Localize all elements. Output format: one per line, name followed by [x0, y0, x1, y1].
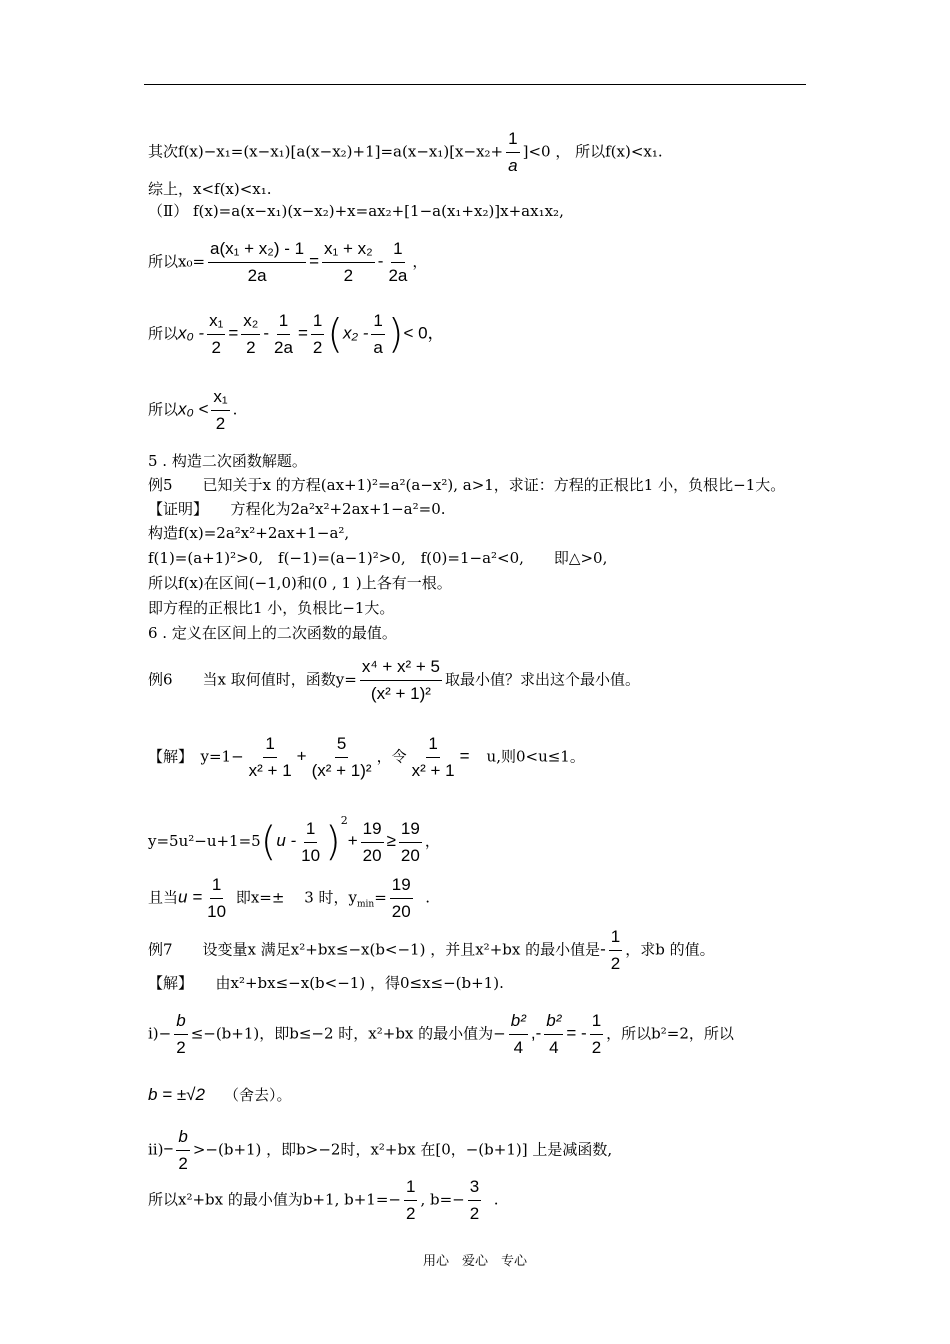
- fraction: [174, 1010, 187, 1059]
- fraction: [544, 1010, 563, 1059]
- math-text: < 0，: [403, 323, 445, 343]
- math-text: 1: [391, 238, 404, 263]
- line-21: [148, 1010, 734, 1059]
- math-text: 20: [362, 845, 382, 865]
- fraction: [386, 238, 409, 287]
- math-text: 1: [277, 310, 290, 335]
- math-text: 2: [340, 814, 348, 827]
- math-text: 2: [343, 266, 354, 285]
- math-text: -: [377, 251, 384, 271]
- math-text: ): [325, 819, 341, 865]
- fraction: [360, 656, 442, 705]
- fraction: [468, 1176, 481, 1225]
- math-text: 2: [469, 1204, 480, 1223]
- math-text: 10: [301, 845, 321, 865]
- math-text: 1: [304, 818, 317, 843]
- line-1: [148, 128, 663, 177]
- math-text: 1: [371, 310, 384, 335]
- line-17: [148, 812, 440, 867]
- math-text: b = ±√2: [148, 1085, 205, 1104]
- math-text: 1: [506, 128, 519, 153]
- math-text: ≤−(b+1)，即b≤−2 时，x²+bx 的最小值为−: [190, 1024, 506, 1043]
- math-text: 1: [609, 926, 622, 951]
- math-text: u -: [276, 831, 297, 850]
- math-text: 1: [426, 733, 439, 758]
- math-text: x₀ <: [178, 399, 209, 419]
- math-text: 取最小值？求出这个最小值。: [445, 670, 641, 689]
- math-text: x₁: [207, 310, 225, 335]
- math-text: x₁: [211, 386, 229, 411]
- math-text: b: [174, 1010, 187, 1035]
- math-text: y=5u²−u+1=5: [148, 832, 261, 850]
- line-19: [148, 926, 715, 975]
- line-18: [148, 874, 430, 923]
- math-text: 2: [591, 1038, 602, 1057]
- math-text: .: [425, 888, 431, 907]
- math-text: 5: [335, 733, 348, 758]
- line-16: [148, 733, 585, 782]
- fraction: [506, 128, 519, 177]
- math-text: 1: [210, 874, 223, 899]
- fraction: [361, 818, 384, 867]
- math-text: +: [347, 831, 358, 850]
- math-text: 且当: [148, 888, 179, 907]
- math-text: ): [387, 311, 404, 358]
- fraction: [272, 310, 295, 359]
- math-text: 3: [468, 1176, 481, 1201]
- math-text: 2a: [274, 338, 293, 357]
- line-7: 5 . 构造二次函数解题。: [148, 452, 307, 470]
- math-text: min: [356, 899, 375, 910]
- math-text: 10: [207, 902, 227, 921]
- fraction: [310, 733, 374, 782]
- math-text: 【解】 y=1−: [148, 747, 244, 766]
- math-text: 所以x₀=: [148, 252, 206, 271]
- math-text: x₂: [241, 310, 260, 335]
- math-text: 2a: [388, 266, 408, 285]
- line-4: [148, 238, 427, 287]
- math-text: ，所以b²=2，所以: [606, 1024, 734, 1043]
- math-text: 1: [404, 1176, 417, 1201]
- line-23: [148, 1126, 612, 1175]
- fraction: [590, 1010, 603, 1059]
- fraction: [247, 733, 294, 782]
- math-text: b²: [544, 1010, 563, 1035]
- line-15: [148, 656, 640, 705]
- math-text: 2: [215, 414, 226, 433]
- line-3: （Ⅱ） f(x)=a(x−x₁)(x−x₂)+x=ax₂+[1−a(x₁+x₂)]x+ax₁x₂,: [148, 202, 564, 220]
- math-text: =: [228, 323, 239, 343]
- math-text: x² + 1: [411, 761, 455, 780]
- math-text: 2: [211, 338, 221, 357]
- math-text: a: [373, 338, 383, 357]
- math-text: 例7 设变量x 满足x²+bx≤−x(b<−1) ，并且x²+bx 的最小值是: [148, 940, 601, 959]
- math-text: (x² + 1)²: [311, 761, 372, 780]
- fraction: [211, 386, 229, 435]
- fraction: [390, 874, 413, 923]
- line-13: 即方程的正根比1 小，负根比−1大。: [148, 599, 395, 617]
- fraction: [208, 238, 306, 287]
- text: 其次f(x)−x₁=(x−x₁)[a(x−x₂)+1]=a(x−x₁)[x−x₂+: [148, 142, 504, 161]
- math-text: 即x=± 3 时，y: [235, 888, 357, 907]
- math-text: 2: [610, 954, 621, 973]
- math-text: ，求b 的值。: [625, 940, 715, 959]
- line-24: [148, 1176, 499, 1225]
- math-text: 20: [400, 845, 420, 865]
- fraction: [176, 1126, 189, 1175]
- math-text: −: [163, 1139, 174, 1159]
- math-text: +: [296, 746, 307, 766]
- fraction: [609, 926, 622, 975]
- math-text: ，: [424, 832, 440, 850]
- line-10: 构造f(x)=2a²x²+2ax+1−a²,: [148, 524, 350, 542]
- line-9: 【证明】 方程化为2a²x²+2ax+1−a²=0.: [148, 500, 446, 518]
- fraction: [299, 818, 322, 867]
- fraction: [404, 1176, 417, 1225]
- math-text: a(x₁ + x₂) - 1: [208, 238, 306, 263]
- math-text: ，: [412, 252, 428, 271]
- math-text: 所以: [148, 400, 179, 419]
- fraction: [322, 238, 375, 287]
- line-11: f(1)=(a+1)²>0, f(−1)=(a−1)²>0, f(0)=1−a²<0, 即△>0,: [148, 549, 608, 567]
- math-text: a: [508, 156, 518, 175]
- line-20: 【解】 由x²+bx≤−x(b<−1) ，得0≤x≤−(b+1).: [148, 974, 504, 992]
- math-text: 例6 当x 取何值时，函数y=: [148, 670, 357, 689]
- math-text: 1: [263, 733, 276, 758]
- math-text: 2: [178, 1154, 188, 1173]
- math-text: x₂ -: [342, 323, 369, 343]
- fraction: [371, 310, 384, 359]
- line-12: 所以f(x)在区间(−1,0)和(0 , 1 )上各有一根。: [148, 574, 452, 592]
- math-text: b²: [509, 1010, 528, 1035]
- fraction: [205, 874, 228, 923]
- line-14: 6 . 定义在区间上的二次函数的最值。: [148, 624, 397, 642]
- math-text: .: [232, 400, 238, 419]
- math-text: =: [309, 251, 320, 271]
- line-5: [148, 310, 445, 359]
- fraction: [399, 818, 422, 867]
- math-text: ⅰ)−: [148, 1024, 172, 1043]
- math-text: 所以: [148, 324, 179, 343]
- math-text: u =: [178, 887, 203, 907]
- math-text: -: [263, 323, 270, 343]
- fraction: [241, 310, 260, 359]
- fraction: [311, 310, 324, 359]
- math-text: , b=−: [420, 1190, 465, 1209]
- math-text: (: [327, 311, 343, 358]
- fraction: [410, 733, 457, 782]
- math-text: 19: [390, 874, 413, 899]
- math-text: 2a: [247, 266, 267, 285]
- math-text: 2: [405, 1204, 416, 1223]
- math-text: （舍去）。: [224, 1086, 292, 1104]
- math-text: = -: [566, 1023, 587, 1043]
- math-text: 20: [391, 902, 411, 921]
- math-text: b: [176, 1126, 189, 1151]
- fraction: [207, 310, 225, 359]
- math-text: u,则0<u≤1。: [486, 747, 585, 766]
- math-text: =: [459, 746, 487, 766]
- math-text: ,-: [530, 1023, 542, 1043]
- math-text: 19: [361, 818, 384, 843]
- math-text: x⁴ + x² + 5: [360, 656, 442, 681]
- math-text: x₁ + x₂: [322, 238, 375, 263]
- math-text: =: [374, 888, 387, 907]
- math-text: 2: [312, 338, 323, 357]
- text: ]<0 ， 所以f(x)<x₁.: [522, 142, 663, 161]
- math-text: -: [600, 939, 606, 959]
- math-text: 1: [590, 1010, 603, 1035]
- math-text: x² + 1: [248, 761, 292, 780]
- math-text: 19: [399, 818, 422, 843]
- math-text: 4: [513, 1038, 524, 1057]
- line-22: [148, 1076, 292, 1104]
- line-2: 综上，x<f(x)<x₁.: [148, 180, 272, 198]
- math-text: 2: [176, 1038, 186, 1057]
- math-text: >−(b+1) ，即b>−2时，x²+bx 在[0，−(b+1)] 上是减函数,: [192, 1140, 613, 1159]
- math-text: (x² + 1)²: [370, 684, 431, 703]
- page-footer: 用心 爱心 专心: [422, 1254, 527, 1269]
- header-rule: [144, 84, 806, 85]
- math-text: ，令: [376, 747, 407, 766]
- math-text: 2: [246, 338, 256, 357]
- math-text: 1: [311, 310, 324, 335]
- math-text: .: [493, 1190, 499, 1209]
- math-text: x₀ -: [178, 323, 205, 343]
- math-text: =: [297, 323, 308, 343]
- math-text: ≥: [386, 831, 396, 850]
- math-text: ⅱ): [148, 1140, 164, 1159]
- math-text: 4: [549, 1038, 559, 1057]
- math-text: (: [260, 819, 277, 865]
- fraction: [509, 1010, 528, 1059]
- math-text: 所以x²+bx 的最小值为b+1, b+1=−: [148, 1190, 401, 1209]
- line-8: 例5 已知关于x 的方程(ax+1)²=a²(a−x²), a>1，求证：方程的正根比1 小，负根比−1大。: [148, 476, 786, 494]
- line-6: [148, 386, 237, 435]
